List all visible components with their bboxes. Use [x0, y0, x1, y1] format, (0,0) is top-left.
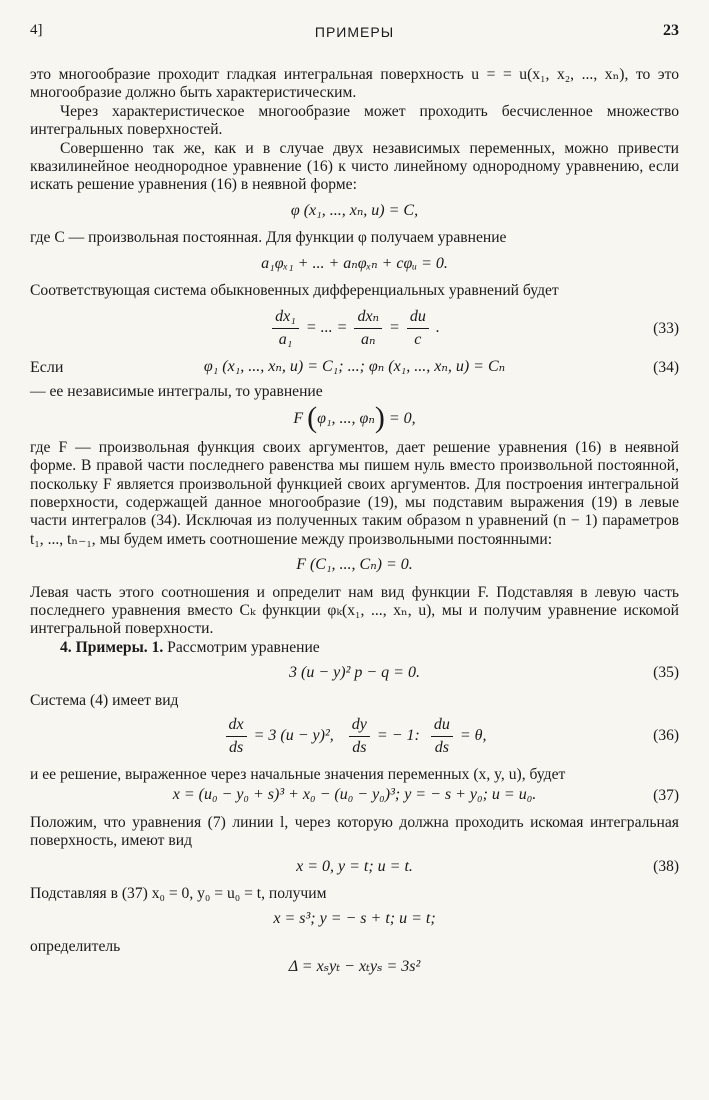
paragraph-examples: 4. Примеры. 1. Рассмотрим уравнение	[60, 638, 320, 656]
formula-33: $\frac{\text{dx₁}}{\text{a₁}}$ = ... = $\frac{\text{dxₙ}}{\text{aₙ}}$ = $\frac{du}{c}$ . (33)	[30, 308, 679, 349]
fraction: $\frac{\text{dxₙ}}{\text{aₙ}}$	[354, 308, 382, 349]
paragraph: определитель	[30, 937, 121, 955]
formula-implicit	[30, 202, 679, 220]
paragraph: Совершенно так же, как и в случае двух независимых переменных, можно привести квазилинейное неоднородное уравнение (16) к чисто линейному однородному уравнению, если искать решение уравнения (16) в неявной форме:	[30, 139, 679, 194]
section-heading: 4. Примеры. 1.	[60, 638, 164, 656]
paragraph: Соответствующая система обыкновенных дифференциальных уравнений будет	[30, 282, 559, 300]
fraction: $\frac{dy}{ds}$	[349, 716, 370, 757]
equation-number: (33)	[653, 319, 679, 337]
formula-constants	[30, 556, 679, 574]
page-number: 23	[663, 22, 679, 39]
formula-text: x = 0, y = t; u = t.	[296, 857, 413, 875]
equation-number: (38)	[653, 857, 679, 875]
equation-number: (37)	[653, 786, 679, 804]
formula-34	[30, 358, 679, 376]
paragraph: Через характеристическое многообразие может проходить бесчисленное множество интегральных поверхностей.	[30, 102, 679, 139]
formula-substituted	[30, 910, 679, 928]
fraction: $\frac{\text{dx₁}}{\text{a₁}}$	[272, 308, 299, 349]
running-title: ПРИМЕРЫ	[314, 24, 395, 40]
paragraph: Подставляя в (37) x₀ = 0, y₀ = u₀ = t, получим	[30, 885, 327, 902]
paragraph: где F — произвольная функция своих аргументов, дает решение уравнения (16) в неявной форме. В правой части последнего равенства мы пишем нуль вместо произвольной постоянной, поскольку F является произвольной функцией своих аргументов. Для построения интегральной поверхности, содержащей данное многообразие (19), мы подставим выражения (19) в левые части интегралов (34). Исключая из полученных таким образом n уравнений (n − 1) параметров t₁, ..., tₙ₋₁, мы будем иметь соотношение между произвольными постоянными:	[30, 438, 679, 548]
formula-text: φ₁ (x₁, ..., xₙ, u) = C₁; ...; φₙ (x₁, ..., xₙ, u) = Cₙ	[203, 358, 506, 376]
formula-38	[30, 858, 679, 876]
formula-37	[30, 786, 679, 804]
paragraph: Система (4) имеет вид	[30, 691, 179, 709]
fraction: $\frac{du}{ds}$	[431, 716, 453, 757]
formula-36: $\frac{dx}{ds}$ = 3 (u − y)², $\frac{dy}{ds}$ = − 1: $\frac{du}{ds}$ = θ, (36)	[30, 716, 679, 757]
paragraph: это многообразие проходит гладкая интегральная поверхность u = = u(x₁, x₂, ..., xₙ), то это многообразие должно быть характеристическим.	[30, 66, 679, 102]
paragraph: и ее решение, выраженное через начальные значения переменных (x, y, u), будет	[30, 765, 566, 783]
formula-text: a₁φₓ₁ + ... + aₙφₓₙ + cφᵤ = 0.	[261, 254, 448, 272]
label-if: Если	[30, 358, 64, 376]
paragraph: Левая часть этого соотношения и определит нам вид функции F. Подставляя в левую часть последнего уравнения вместо Cₖ функции φₖ(x₁, ..., xₙ, u), мы и получим уравнение искомой интегральной поверхности.	[30, 583, 679, 638]
section-marker: 4]	[30, 22, 43, 38]
page-body	[30, 66, 679, 986]
formula-F: F (φ₁, ..., φₙ) = 0,	[293, 401, 416, 435]
equation-number: (36)	[653, 727, 679, 745]
formula-text: φ (x₁, ..., xₙ, u) = C,	[290, 201, 419, 219]
formula-35	[30, 664, 679, 682]
formula-text: x = (u₀ − y₀ + s)³ + x₀ − (u₀ − y₀)³; y = − s + y₀; u = u₀.	[172, 786, 537, 804]
equation-number: (34)	[653, 358, 679, 376]
formula-text: x = s³; y = − s + t; u = t;	[273, 910, 436, 928]
fraction: $\frac{dx}{ds}$	[226, 716, 247, 757]
paragraph: — ее независимые интегралы, то уравнение	[30, 382, 323, 400]
formula-text: F (C₁, ..., Cₙ) = 0.	[296, 556, 413, 574]
page-header	[30, 22, 679, 44]
fraction: $\frac{du}{c}$	[407, 308, 429, 349]
formula-linear	[30, 255, 679, 273]
formula-text: 3 (u − y)² p − q = 0.	[289, 664, 420, 682]
formula-determinant	[30, 958, 679, 976]
formula-text: Δ = xₛyₜ − xₜyₛ = 3s²	[288, 958, 421, 976]
paragraph: Положим, что уравнения (7) линии l, через которую должна проходить искомая интегральная поверхность, имеют вид	[30, 813, 679, 850]
paragraph: где C — произвольная постоянная. Для функции φ получаем уравнение	[30, 229, 507, 247]
equation-number: (35)	[653, 664, 679, 682]
